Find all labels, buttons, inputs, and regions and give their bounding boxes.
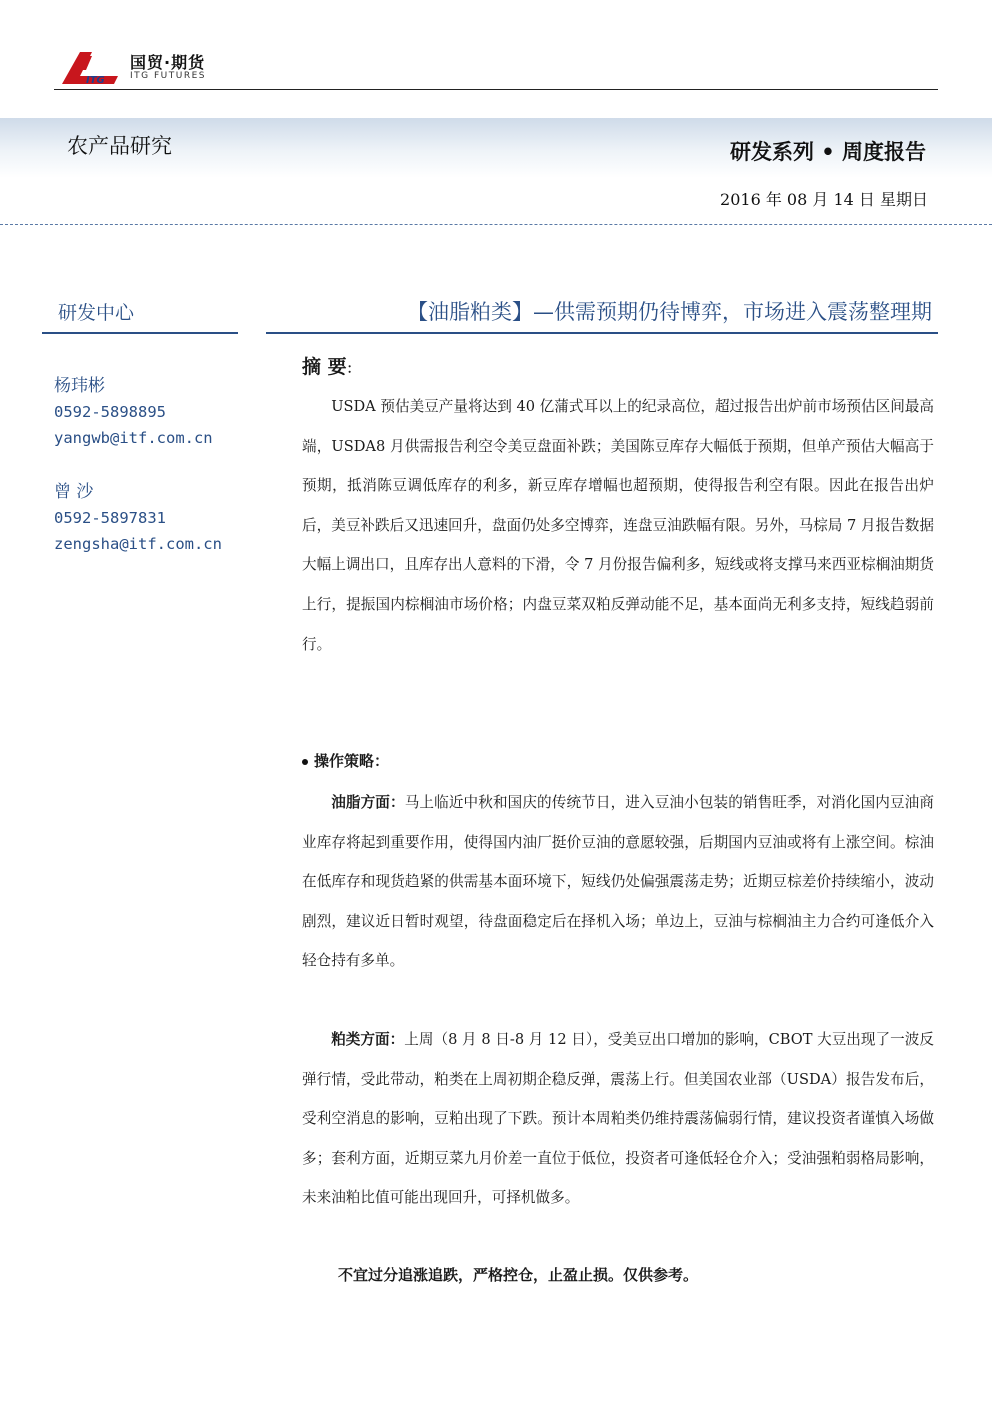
meal-strategy-paragraph — [302, 1020, 934, 1218]
bullet-icon — [302, 759, 308, 765]
itg-logo — [58, 46, 238, 86]
sidebar-title: 研发中心 — [58, 302, 135, 324]
analyst-phone: 0592-5898895 — [54, 403, 166, 421]
oil-strategy-lead: 油脂方面： — [331, 794, 405, 811]
risk-disclaimer: 不宜过分追涨追跌，严格控仓，止盈止损。仅供参考。 — [338, 1266, 699, 1284]
analyst-contact — [54, 479, 222, 557]
abstract-heading — [302, 352, 360, 379]
abstract-heading-colon: ： — [346, 362, 360, 377]
oil-strategy-text: 马上临近中秋和国庆的传统节日，进入豆油小包装的销售旺季，对消化国内豆油商业库存将起到重要作用，使得国内油厂挺价豆油的意愿较强，后期国内豆油或将有上涨空间。棕油在低库存和现货趋紧的供需基本面环境下，短线仍处偏强震荡走势；近期豆棕差价持续缩小，波动剧烈，建议近日暂时观望，待盘面稳定后在择机入场；单边上，豆油与棕榈油主力合约可逢低介入轻仓持有多单。 — [302, 794, 934, 970]
analyst-phone: 0592-5897831 — [54, 509, 166, 527]
analyst-name: 杨玮彬 — [54, 376, 105, 396]
meal-strategy-text: 上周（8 月 8 日-8 月 12 日），受美豆出口增加的影响，CBOT 大豆出现了一波反弹行情，受此带动，粕类在上周初期企稳反弹，震荡上行。但美国农业部（USDA）报告发布后，受利空消息的影响，豆粕出现了下跌。预计本周粕类仍维持震荡偏弱行情，建议投资者谨慎入场做多；套利方面，近期豆菜九月价差一直位于低位，投资者可逢低轻仓介入；受油强粕弱格局影响，未来油粕比值可能出现回升，可择机做多。 — [302, 1031, 934, 1207]
analyst-name: 曾 沙 — [54, 482, 94, 502]
analyst-contact — [54, 373, 213, 451]
section-title: 农产品研究 — [67, 134, 172, 158]
sidebar-divider — [42, 332, 238, 334]
report-date: 2016 年 08 月 14 日 星期日 — [720, 190, 928, 209]
meal-strategy-lead: 粕类方面： — [331, 1031, 405, 1048]
analyst-email[interactable]: zengsha@itf.com.cn — [54, 535, 222, 553]
headline-divider — [266, 332, 938, 334]
analyst-email[interactable]: yangwb@itf.com.cn — [54, 429, 213, 447]
dashed-divider — [0, 224, 992, 225]
abstract-heading-text: 摘 要 — [302, 356, 347, 378]
svg-text:ITG: ITG — [86, 75, 105, 86]
itg-logo-mark-icon — [58, 46, 124, 86]
strategy-heading-text: 操作策略： — [314, 752, 390, 770]
logo-english-name: ITG FUTURES — [130, 71, 206, 81]
header-divider — [54, 89, 938, 90]
abstract-paragraph: USDA 预估美豆产量将达到 40 亿蒲式耳以上的纪录高位，超过报告出炉前市场预估区间最高端，USDA8 月供需报告利空令美豆盘面补跌；美国陈豆库存大幅低于预期，但单产预估大幅高于预期，抵消陈豆调低库存的利多，新豆库存增幅也超预期，使得报告利空有限。因此在报告出炉后，美豆补跌后又迅速回升，盘面仍处多空博弈，连盘豆油跌幅有限。另外，马棕局 7 月报告数据大幅上调出口，且库存出人意料的下滑，令 7 月份报告偏利多，短线或将支撑马来西亚棕榈油期货上行，提振国内棕榈油市场价格；内盘豆菜双粕反弹动能不足，基本面尚无利多支持，短线趋弱前行。 — [302, 398, 934, 653]
report-series: 研发系列 • 周度报告 — [729, 140, 926, 164]
oil-strategy-paragraph — [302, 783, 934, 981]
report-headline: 【油脂粕类】—供需预期仍待博弈，市场进入震荡整理期 — [407, 300, 932, 324]
logo-chinese-name: 国贸·期货 — [130, 53, 206, 72]
strategy-heading — [302, 750, 389, 771]
